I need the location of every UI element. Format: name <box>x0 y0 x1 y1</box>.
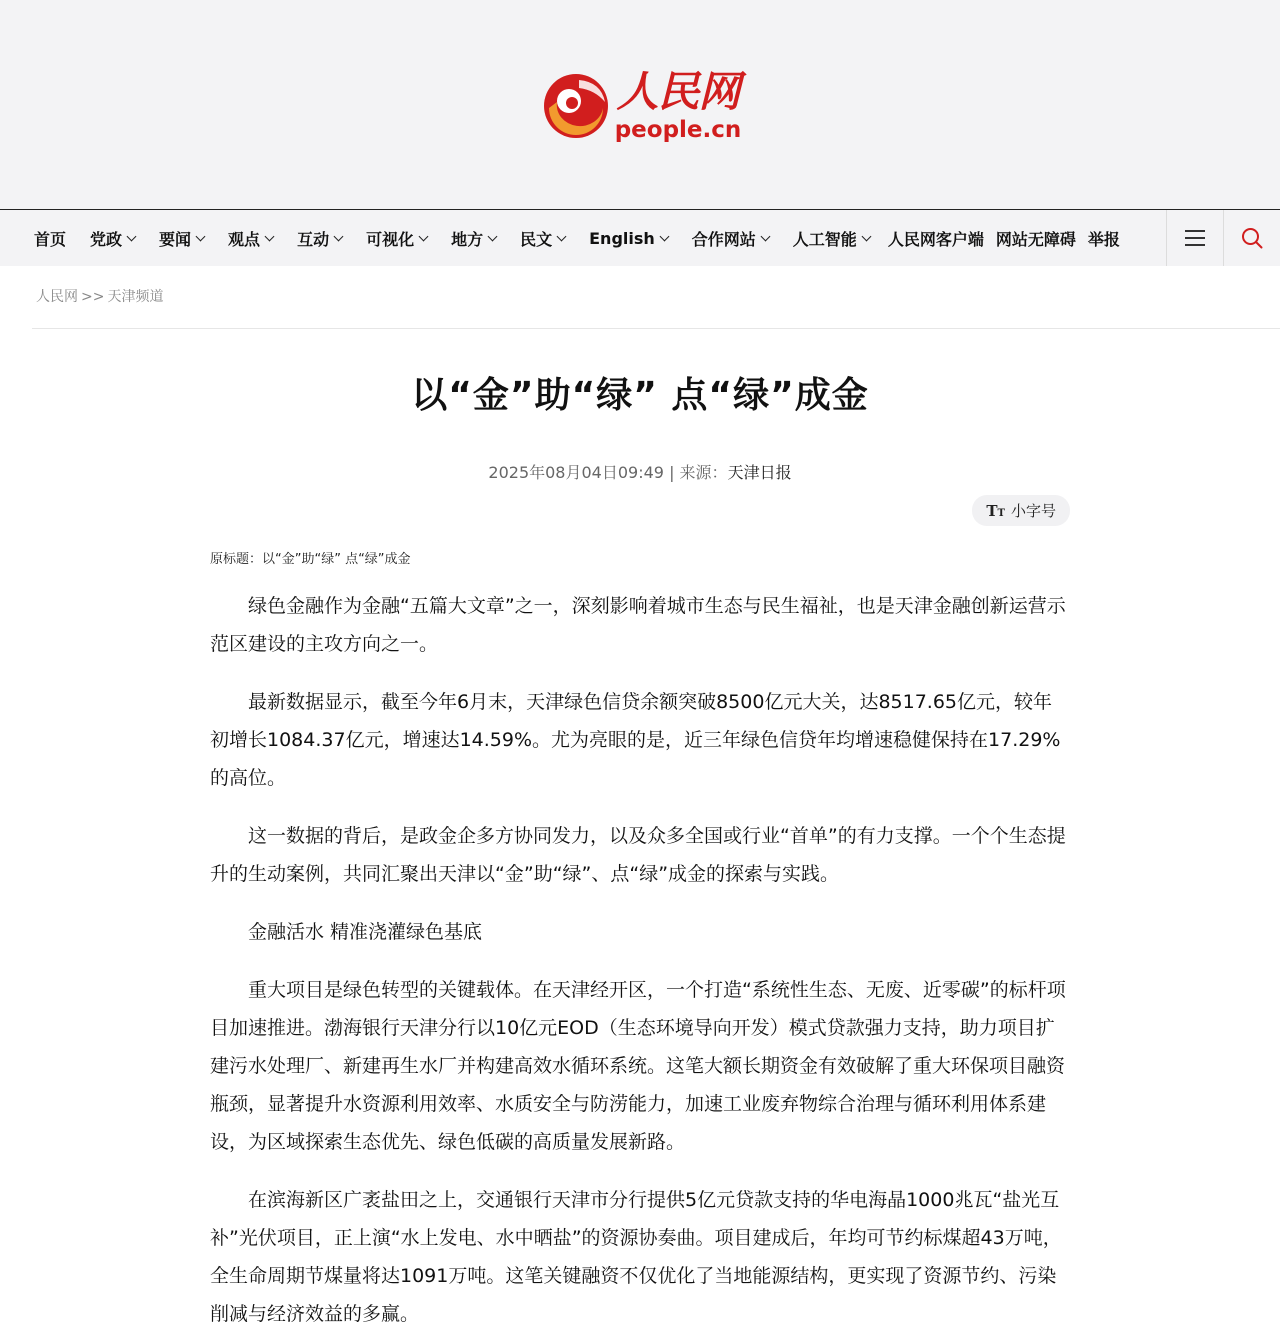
article-paragraph: 在滨海新区广袤盐田之上，交通银行天津市分行提供5亿元贷款支持的华电海晶1000兆瓦“盐光互补”光伏项目，正上演“水上发电、水中晒盐”的资源协奏曲。项目建成后，年均可节约标煤超43万吨，全生命周期节煤量将达1091万吨。这笔关键融资不仅优化了当地能源结构，更实现了资源节约、污染削减与经济效益的多赢。 <box>210 1189 1062 1325</box>
original-title: 原标题：以“金”助“绿” 点“绿”成金 <box>210 552 411 567</box>
font-size-label: 小字号 <box>1010 502 1056 520</box>
article-meta <box>210 460 1070 483</box>
article-datetime: 2025年08月04日09:49 <box>488 463 664 482</box>
nav-item-ethnic[interactable] <box>520 227 565 250</box>
nav-item-interactive[interactable] <box>297 227 342 250</box>
article <box>210 367 1070 1333</box>
nav-label: 人工智能 <box>792 229 857 249</box>
header-divider <box>32 328 1280 329</box>
nav-label: 党政 <box>90 229 123 249</box>
chevron-down-icon <box>265 231 275 241</box>
nav-item-english[interactable] <box>589 229 668 248</box>
meta-separator: | <box>669 463 675 482</box>
nav-item-accessibility[interactable] <box>996 227 1076 250</box>
nav-item-report[interactable] <box>1088 227 1120 250</box>
nav-label: 互动 <box>297 229 330 249</box>
nav-item-visual[interactable] <box>366 227 427 250</box>
site-logo[interactable] <box>539 67 742 143</box>
hamburger-menu-icon <box>1185 230 1205 246</box>
logo-english-text: people.cn <box>614 116 742 143</box>
chevron-down-icon <box>760 231 770 241</box>
nav-label: 地方 <box>451 229 484 249</box>
search-icon <box>1241 227 1263 249</box>
nav-item-opinion[interactable] <box>228 227 273 250</box>
nav-item-local[interactable] <box>451 227 496 250</box>
text-size-icon: TT <box>986 501 1005 520</box>
nav-label: 首页 <box>34 229 67 249</box>
nav-label: 网站无障碍 <box>995 229 1076 249</box>
article-subheading: 金融活水 精准浇灌绿色基底 <box>248 921 483 943</box>
menu-button[interactable] <box>1166 210 1223 266</box>
source-label: 来源： <box>679 463 728 482</box>
chevron-down-icon <box>557 231 567 241</box>
nav-item-home[interactable] <box>34 227 66 250</box>
breadcrumb-separator: >> <box>81 289 105 305</box>
article-paragraph: 重大项目是绿色转型的关键载体。在天津经开区，一个打造“系统性生态、无废、近零碳”的标杆项目加速推进。渤海银行天津分行以10亿元EOD（生态环境导向开发）模式贷款强力支持，助力项目扩建污水处理厂、新建再生水厂并构建高效水循环系统。这笔大额长期资金有效破解了重大环保项目融资瓶颈，显著提升水资源利用效率、水质安全与防涝能力，加速工业废弃物综合治理与循环利用体系建设，为区域探索生态优先、绿色低碳的高质量发展新路。 <box>210 979 1066 1153</box>
logo-chinese-text: 人民网 <box>616 66 740 116</box>
nav-item-ai[interactable] <box>793 227 870 250</box>
chevron-down-icon <box>196 231 206 241</box>
site-header <box>0 0 1280 210</box>
article-paragraph: 最新数据显示，截至今年6月末，天津绿色信贷余额突破8500亿元大关，达8517.65亿元，较年初增长1084.37亿元，增速达14.59%。尤为亮眼的是，近三年绿色信贷年均增速稳健保持在17.29%的高位。 <box>210 691 1061 789</box>
nav-item-politics[interactable] <box>90 227 135 250</box>
font-size-toggle-button[interactable] <box>972 495 1070 526</box>
chevron-down-icon <box>659 231 669 241</box>
chevron-down-icon <box>127 231 137 241</box>
article-paragraph: 这一数据的背后，是政金企多方协同发力，以及众多全国或行业“首单”的有力支撑。一个个生态提升的生动案例，共同汇聚出天津以“金”助“绿”、点“绿”成金的探索与实践。 <box>210 825 1066 885</box>
chevron-down-icon <box>861 231 871 241</box>
main-nav <box>0 210 1280 266</box>
nav-label: English <box>589 228 655 248</box>
article-source-link[interactable]: 天津日报 <box>727 463 792 482</box>
nav-item-partners[interactable] <box>692 227 769 250</box>
breadcrumb-channel-link[interactable]: 天津频道 <box>107 289 164 305</box>
nav-label: 民文 <box>520 229 553 249</box>
article-title: 以“金”助“绿” 点“绿”成金 <box>411 375 869 416</box>
article-paragraph: 绿色金融作为金融“五篇大文章”之一，深刻影响着城市生态与民生福祉，也是天津金融创新运营示范区建设的主攻方向之一。 <box>210 595 1066 655</box>
breadcrumb <box>36 286 1280 308</box>
nav-label: 观点 <box>228 229 261 249</box>
nav-label: 举报 <box>1087 229 1120 249</box>
chevron-down-icon <box>488 231 498 241</box>
nav-item-news[interactable] <box>159 227 204 250</box>
chevron-down-icon <box>334 231 344 241</box>
nav-label: 合作网站 <box>691 229 756 249</box>
nav-item-app[interactable] <box>888 227 984 250</box>
nav-label: 可视化 <box>366 229 415 249</box>
nav-label: 要闻 <box>159 229 192 249</box>
chevron-down-icon <box>419 231 429 241</box>
nav-label: 人民网客户端 <box>887 229 984 249</box>
people-logo-icon <box>539 68 613 142</box>
breadcrumb-home-link[interactable]: 人民网 <box>36 289 78 305</box>
search-button[interactable] <box>1223 210 1280 266</box>
